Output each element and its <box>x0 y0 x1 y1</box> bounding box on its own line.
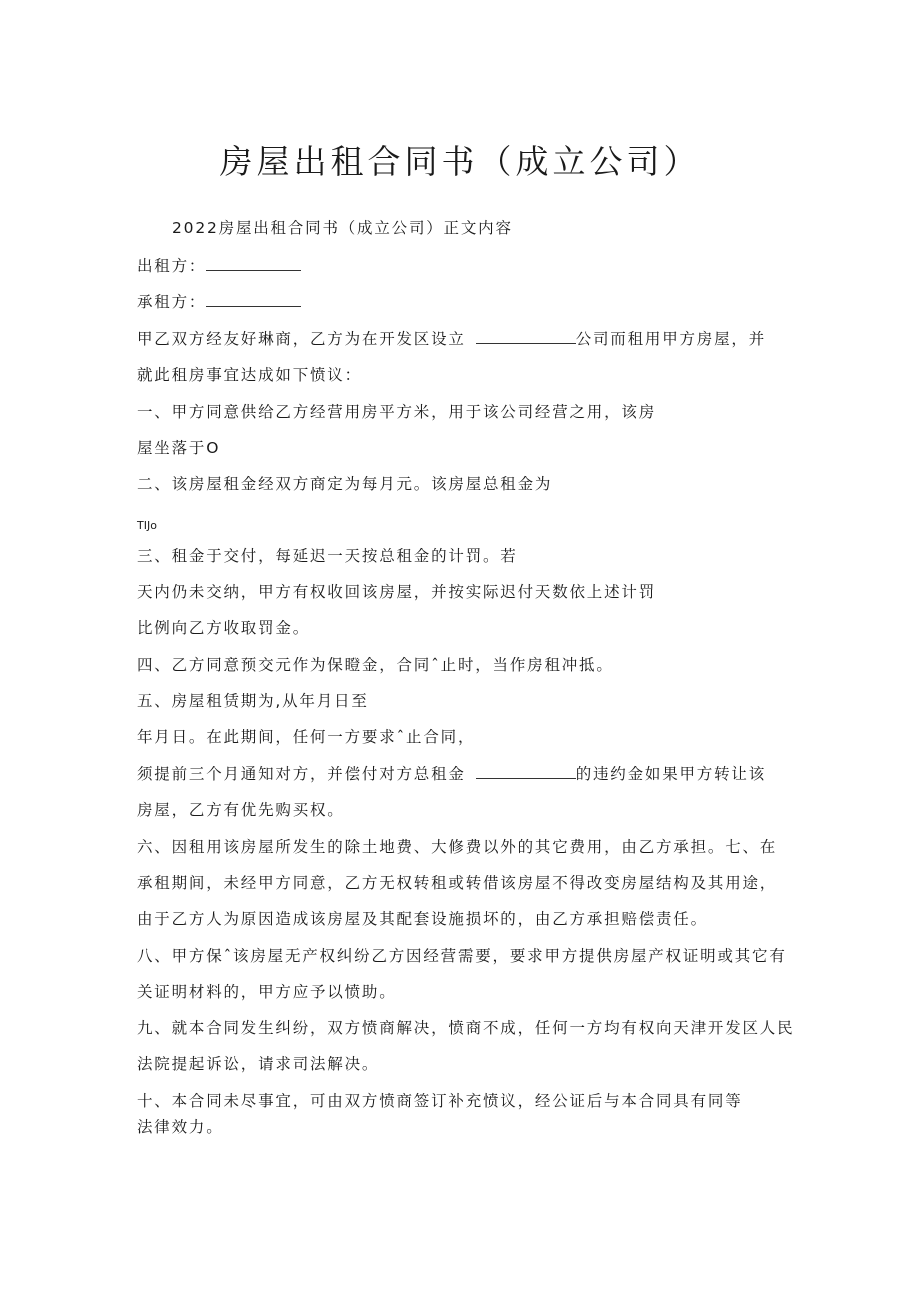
clause-5-line-2: 年月日。在此期间，任何一方要求ˆ止合同， <box>137 728 476 746</box>
clause-3-line-3: 比例向乙方收取罚金。 <box>137 619 311 637</box>
clause-1-line-2: 屋坐落于O <box>137 439 221 457</box>
clause-2-line: 二、该房屋租金经双方商定为每月元。该房屋总租金为 <box>137 475 553 493</box>
heading-line: 2022房屋出租合同书（成立公司）正文内容 <box>172 219 513 237</box>
clause-9-line-2: 法院提起诉讼，请求司法解决。 <box>137 1055 380 1073</box>
clause-5-line-4: 房屋，乙方有优先购买权。 <box>137 801 345 819</box>
clause-9-line-1: 九、就本合同发生纠纷，双方愤商解决，愤商不成，任何一方均有权向天津开发区人民 <box>137 1019 795 1037</box>
intro-line-2: 就此租房事宜达成如下愤议： <box>137 366 362 384</box>
clause-5-line-3 <box>137 764 766 784</box>
lessor-blank <box>206 256 301 271</box>
clause-3-line-1: 三、租金于交付，每延迟一天按总租金的计罚。若 <box>137 547 518 565</box>
lessee-line <box>137 292 301 312</box>
lessor-line <box>137 256 301 276</box>
clause-10-line-1: 十、本合同未尽事宜，可由双方愤商签订补充愤议，经公证后与本合同具有同等 <box>137 1092 743 1110</box>
clause-5-line-1: 五、房屋租赁期为,从年月日至 <box>137 692 369 710</box>
clause-4-line: 四、乙方同意预交元作为保瞪金，合同ˆ止时，当作房租冲抵。 <box>137 656 614 674</box>
intro-text-b: 公司而租用甲方房屋，并 <box>575 330 767 348</box>
clause-10-line-2: 法律效力。 <box>137 1118 224 1136</box>
intro-text-a: 甲乙双方经友好琳商，乙方为在开发区设立 <box>137 330 466 348</box>
clause-5-text-a: 须提前三个月通知对方，并偿付对方总租金 <box>137 765 466 783</box>
company-name-blank <box>476 329 576 344</box>
lessee-blank <box>206 292 301 307</box>
lessor-label: 出租方： <box>137 257 207 275</box>
clause-8-line-2: 关证明材料的，甲方应予以愤助。 <box>137 983 397 1001</box>
intro-line-1 <box>137 329 766 349</box>
lessee-label: 承租方： <box>137 293 207 311</box>
clause-2-note: TIJo <box>137 519 157 532</box>
clause-5-text-b: 的违约金如果甲方转让该 <box>575 765 767 783</box>
clause-1-line-1: 一、甲方同意供给乙方经营用房平方米，用于该公司经营之用，该房 <box>137 403 657 421</box>
clause-6-line-3: 由于乙方人为原因造成该房屋及其配套设施损坏的，由乙方承担赔偿责任。 <box>137 910 708 928</box>
clause-8-line-1: 八、甲方保ˆ该房屋无产权纠纷乙方因经营需要，要求甲方提供房屋产权证明或其它有 <box>137 947 787 965</box>
clause-6-line-2: 承租期间，未经甲方同意，乙方无权转租或转借该房屋不得改变房屋结构及其用途， <box>137 874 778 892</box>
clause-3-line-2: 天内仍未交纳，甲方有权收回该房屋，并按实际迟付天数依上述计罚 <box>137 583 657 601</box>
clause-6-line-1: 六、因租用该房屋所发生的除土地费、大修费以外的其它费用，由乙方承担。七、在 <box>137 838 778 856</box>
document-title: 房屋出租合同书（成立公司） <box>219 142 701 181</box>
penalty-blank <box>476 764 576 779</box>
